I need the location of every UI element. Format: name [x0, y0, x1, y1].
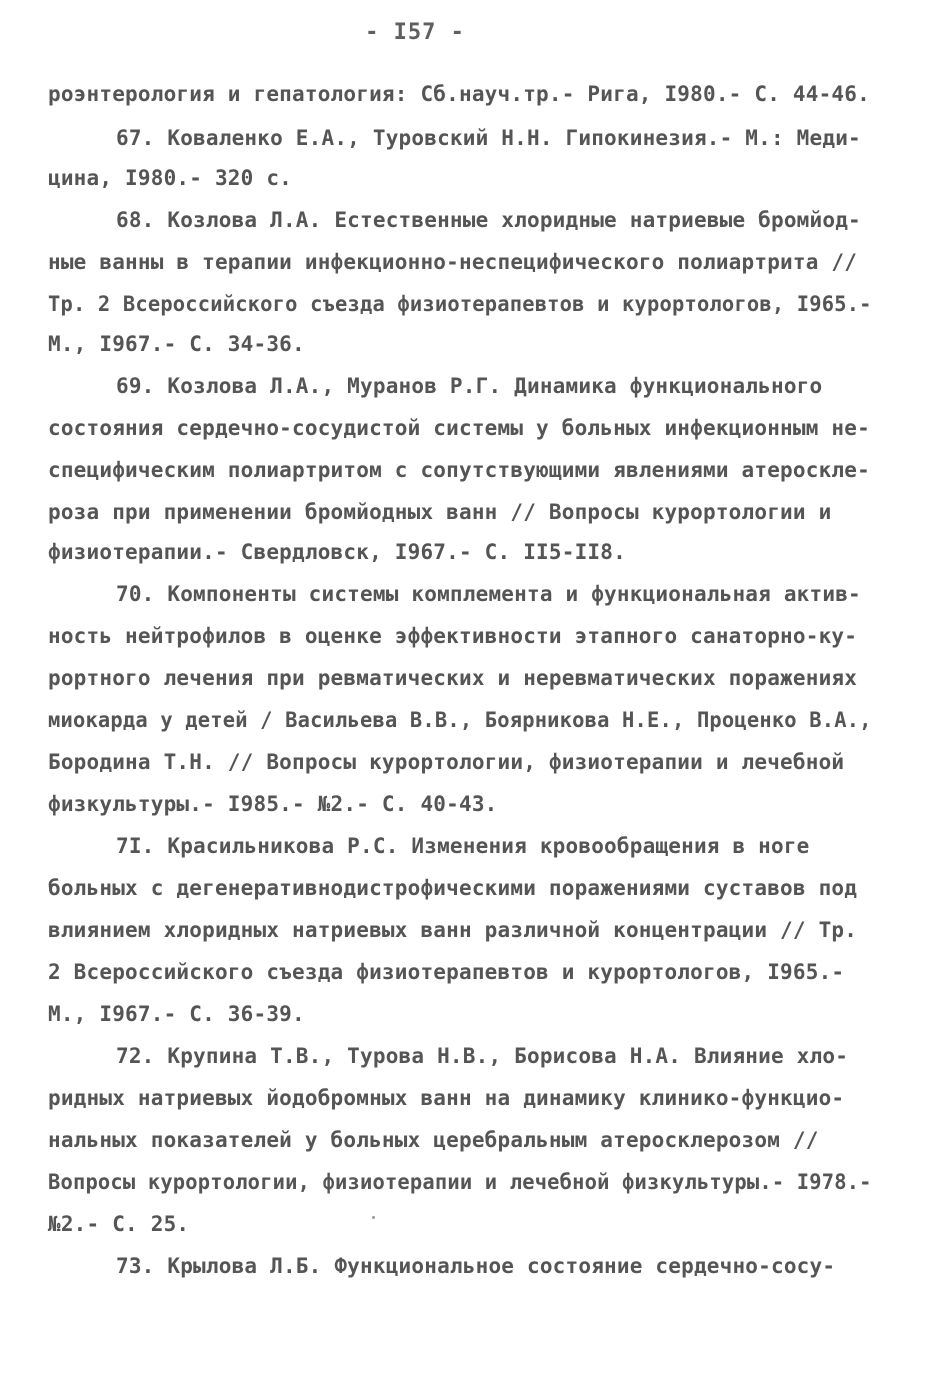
- text-line: специфическим полиартритом с сопутствующими явлениями атероскле-: [48, 458, 870, 482]
- text-line: роэнтерология и гепатология: Сб.науч.тр.- Рига, I980.- С. 44-46.: [48, 82, 870, 106]
- text-line: Бородина Т.Н. // Вопросы курортологии, физиотерапии и лечебной: [48, 750, 845, 774]
- text-line: 2 Всероссийского съезда физиотерапевтов и курортологов, I965.-: [48, 960, 845, 984]
- text-line: М., I967.- С. 34-36.: [48, 332, 305, 356]
- text-line: ность нейтрофилов в оценке эффективности этапного санаторно-ку-: [48, 624, 858, 648]
- text-line: роза при применении бромйодных ванн // Вопросы курортологии и: [48, 500, 832, 524]
- text-line: нальных показателей у больных церебральным атеросклерозом //: [48, 1128, 819, 1152]
- text-line: Тр. 2 Всероссийского съезда физиотерапевтов и курортологов, I965.-: [48, 292, 872, 316]
- text-line: 69. Козлова Л.А., Муранов Р.Г. Динамика функционального: [116, 374, 823, 398]
- page-number: - I57 -: [365, 20, 465, 45]
- text-line: 73. Крылова Л.Б. Функциональное состояние сердечно-сосу-: [116, 1254, 836, 1278]
- text-line: М., I967.- С. 36-39.: [48, 1002, 305, 1026]
- text-line: больных с дегенеративнодистрофическими поражениями суставов под: [48, 876, 858, 900]
- text-line: ридных натриевых йодобромных ванн на динамику клинико-функцио-: [48, 1086, 845, 1110]
- text-line: физиотерапии.- Свердловск, I967.- С. II5-II8.: [48, 540, 626, 564]
- text-line: рортного лечения при ревматических и неревматических поражениях: [48, 666, 858, 690]
- text-line: влиянием хлоридных натриевых ванн различной концентрации // Тр.: [48, 918, 858, 942]
- text-line: 67. Коваленко Е.А., Туровский Н.Н. Гипокинезия.- М.: Меди-: [116, 126, 861, 150]
- text-line: 7I. Красильникова Р.С. Изменения кровообращения в ноге: [116, 834, 810, 858]
- scan-speck: [372, 1216, 375, 1219]
- text-line: физкультуры.- I985.- №2.- С. 40-43.: [48, 792, 498, 816]
- text-line: состояния сердечно-сосудистой системы у больных инфекционным не-: [48, 416, 870, 440]
- text-line: №2.- С. 25.: [48, 1212, 190, 1236]
- text-line: миокарда у детей / Васильева В.В., Боярникова Н.Е., Проценко В.А.,: [48, 708, 872, 732]
- text-line: цина, I980.- 320 с.: [48, 166, 293, 190]
- text-line: ные ванны в терапии инфекционно-неспецифического полиартрита //: [48, 250, 858, 274]
- text-line: 70. Компоненты системы комплемента и функциональная актив-: [116, 582, 861, 606]
- text-line: 68. Козлова Л.А. Естественные хлоридные натриевые бромйод-: [116, 208, 861, 232]
- text-line: Вопросы курортологии, физиотерапии и лечебной физкультуры.- I978.-: [48, 1170, 872, 1194]
- text-line: 72. Крупина Т.В., Турова Н.В., Борисова Н.А. Влияние хло-: [116, 1044, 849, 1068]
